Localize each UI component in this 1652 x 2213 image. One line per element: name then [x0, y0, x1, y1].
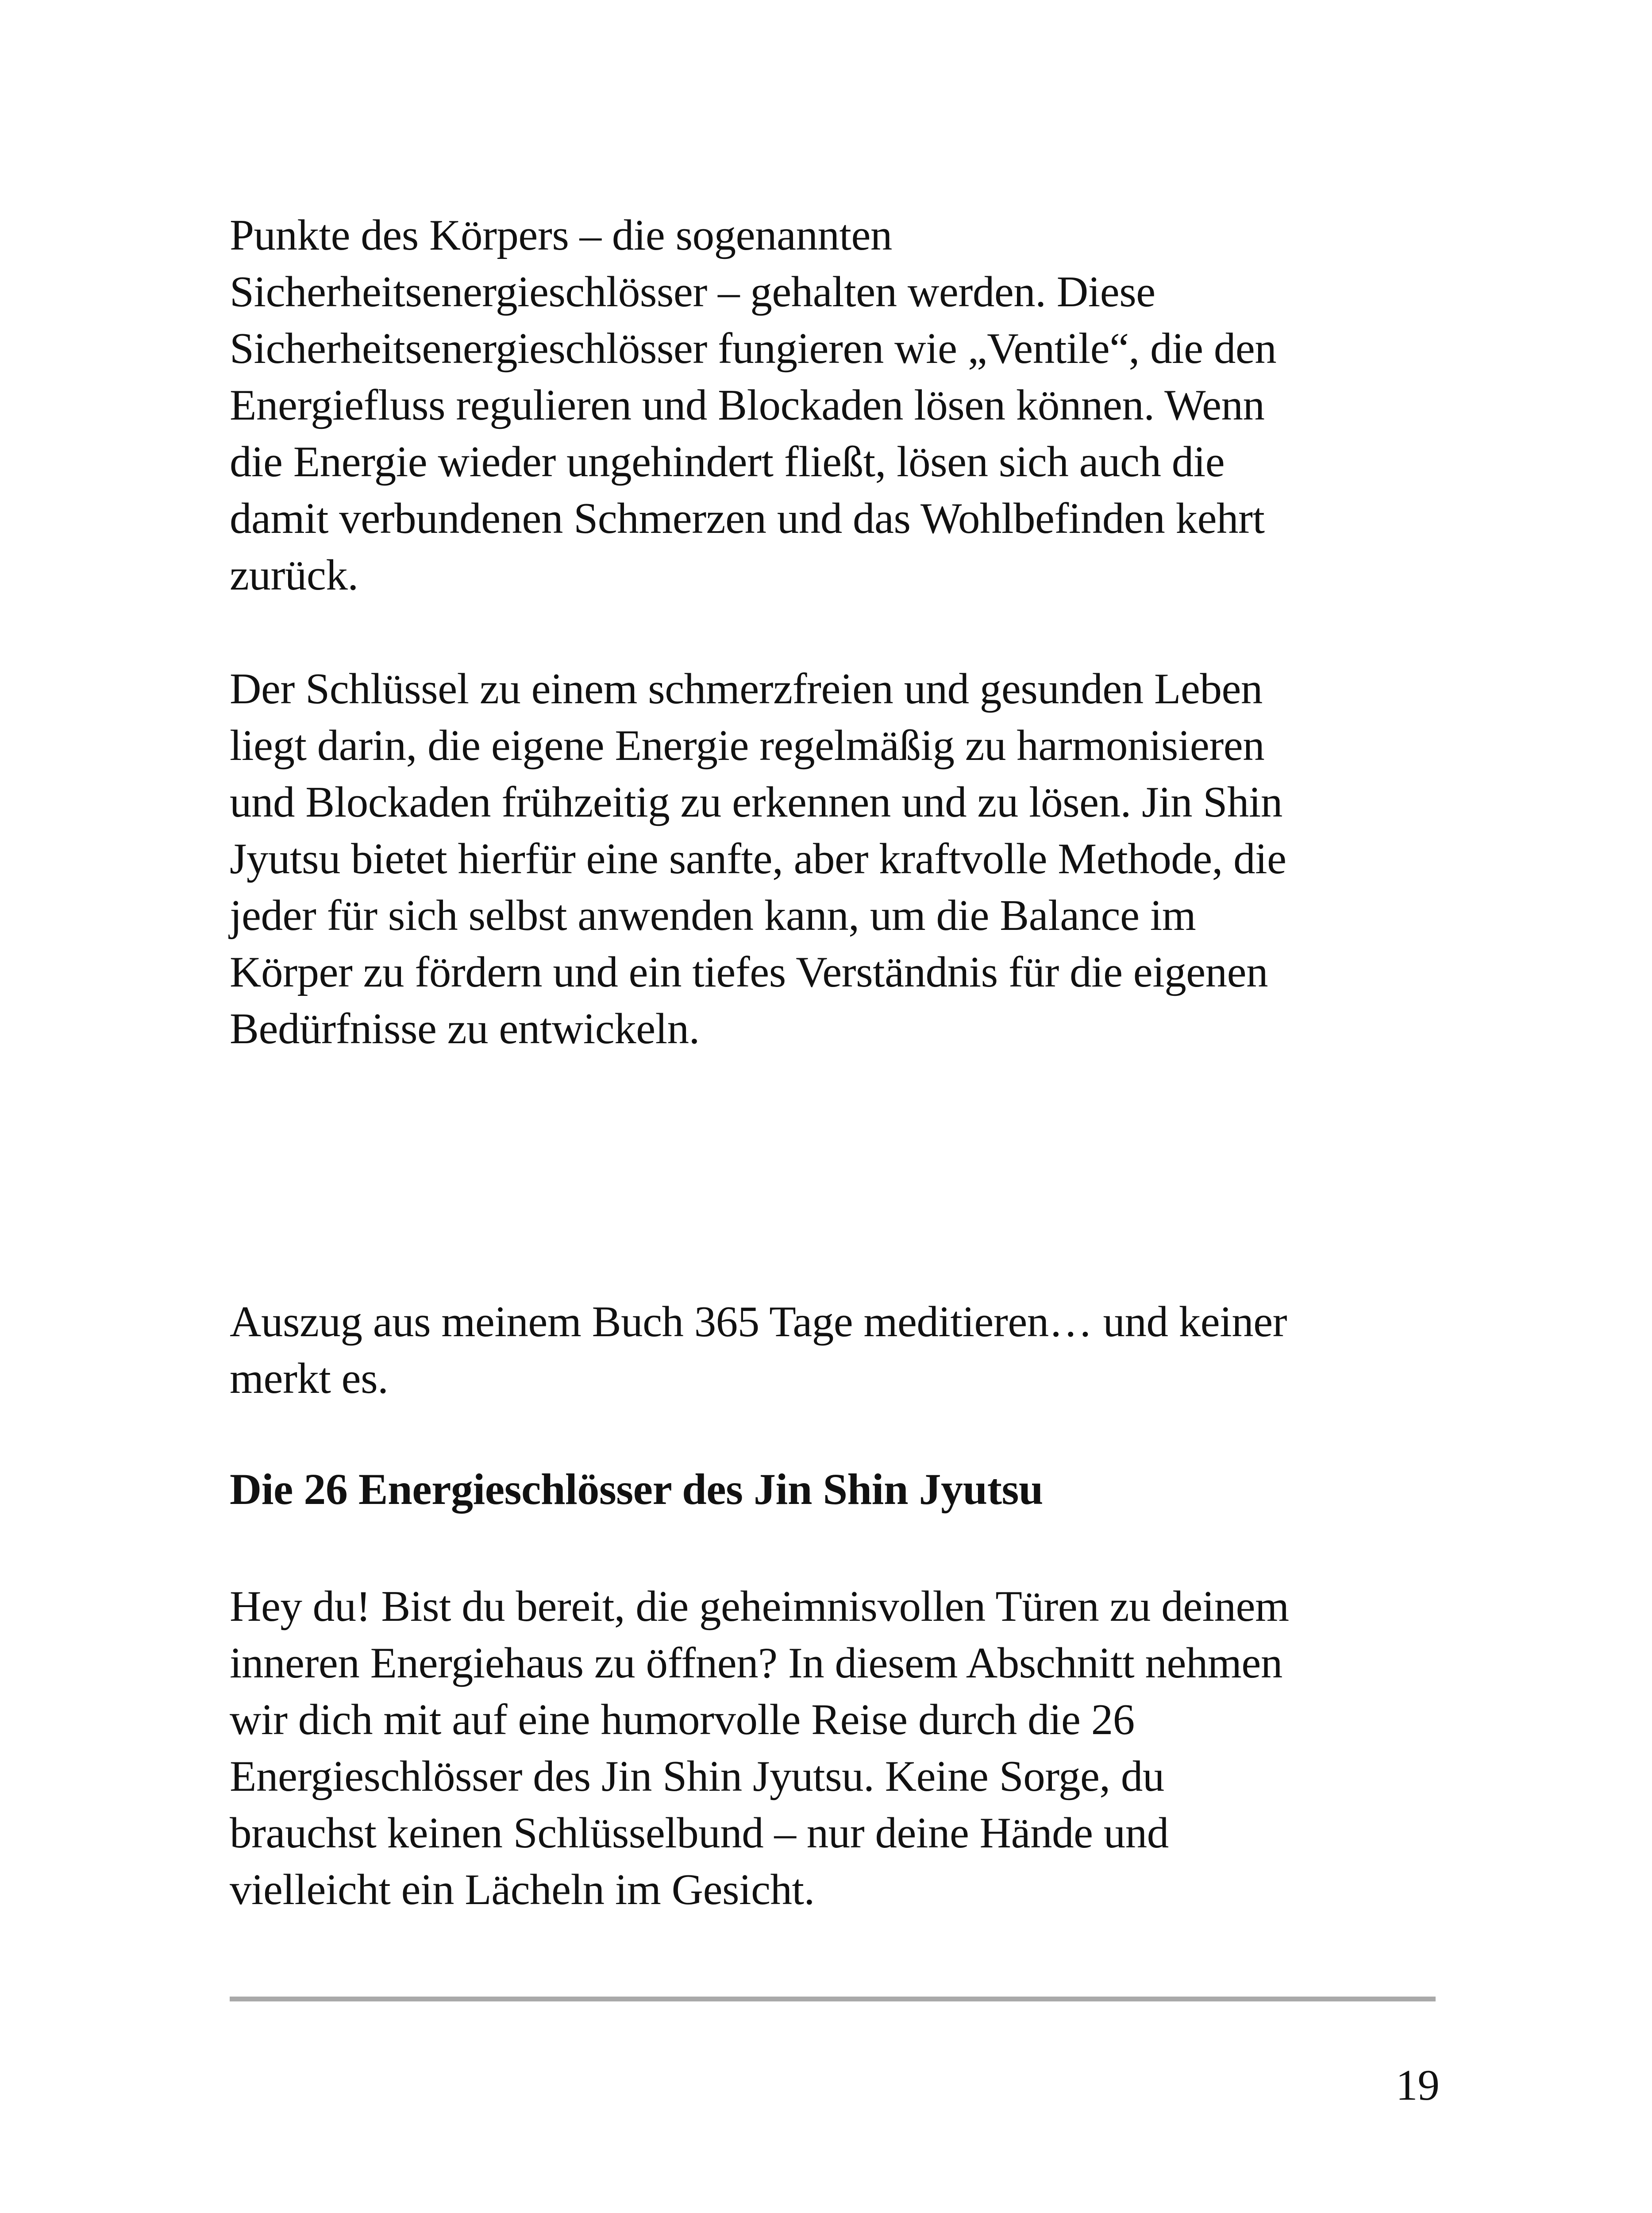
text-line: jeder für sich selbst anwenden kann, um die Balance im — [230, 891, 1196, 940]
text-line: die Energie wieder ungehindert fließt, lösen sich auch die — [230, 438, 1225, 486]
text-line: inneren Energiehaus zu öffnen? In diesem Abschnitt nehmen — [230, 1639, 1282, 1687]
text-line: Der Schlüssel zu einem schmerzfreien und gesunden Leben — [230, 665, 1263, 713]
text-line: Punkte des Körpers – die sogenannten — [230, 211, 892, 259]
section-heading: Die 26 Energieschlösser des Jin Shin Jyutsu — [230, 1465, 1044, 1514]
text-line: zurück. — [230, 551, 358, 599]
text-line: Körper zu fördern und ein tiefes Verständnis für die eigenen — [230, 948, 1268, 996]
text-line: merkt es. — [230, 1354, 389, 1403]
paragraph-intro-energy-locks — [230, 1578, 1464, 1918]
text-line: liegt darin, die eigene Energie regelmäßig zu harmonisieren — [230, 721, 1265, 770]
text-line: brauchst keinen Schlüsselbund – nur deine Hände und — [230, 1809, 1169, 1857]
footer-divider — [230, 1997, 1436, 2001]
text-line: Jyutsu bietet hierfür eine sanfte, aber kraftvolle Methode, die — [230, 835, 1286, 883]
paragraph-book-excerpt-note — [230, 1294, 1464, 1407]
paragraph-energy-locks — [230, 207, 1464, 604]
text-line: vielleicht ein Lächeln im Gesicht. — [230, 1866, 815, 1914]
text-line: Energieschlösser des Jin Shin Jyutsu. Keine Sorge, du — [230, 1752, 1164, 1800]
page-number: 19 — [1396, 2061, 1440, 2109]
text-line: und Blockaden frühzeitig zu erkennen und zu lösen. Jin Shin — [230, 778, 1282, 826]
text-line: Hey du! Bist du bereit, die geheimnisvollen Türen zu deinem — [230, 1582, 1289, 1631]
text-line: Sicherheitsenergieschlösser fungieren wie „Ventile“, die den — [230, 324, 1277, 373]
text-line: Bedürfnisse zu entwickeln. — [230, 1005, 700, 1053]
text-line: Energiefluss regulieren und Blockaden lösen können. Wenn — [230, 381, 1265, 429]
text-line: Sicherheitsenergieschlösser – gehalten werden. Diese — [230, 268, 1155, 316]
paragraph-key-to-healthy-life — [230, 661, 1464, 1057]
text-line: damit verbundenen Schmerzen und das Wohlbefinden kehrt — [230, 494, 1265, 543]
text-line: Auszug aus meinem Buch 365 Tage meditieren… und keiner — [230, 1298, 1287, 1346]
text-line: wir dich mit auf eine humorvolle Reise durch die 26 — [230, 1696, 1135, 1744]
